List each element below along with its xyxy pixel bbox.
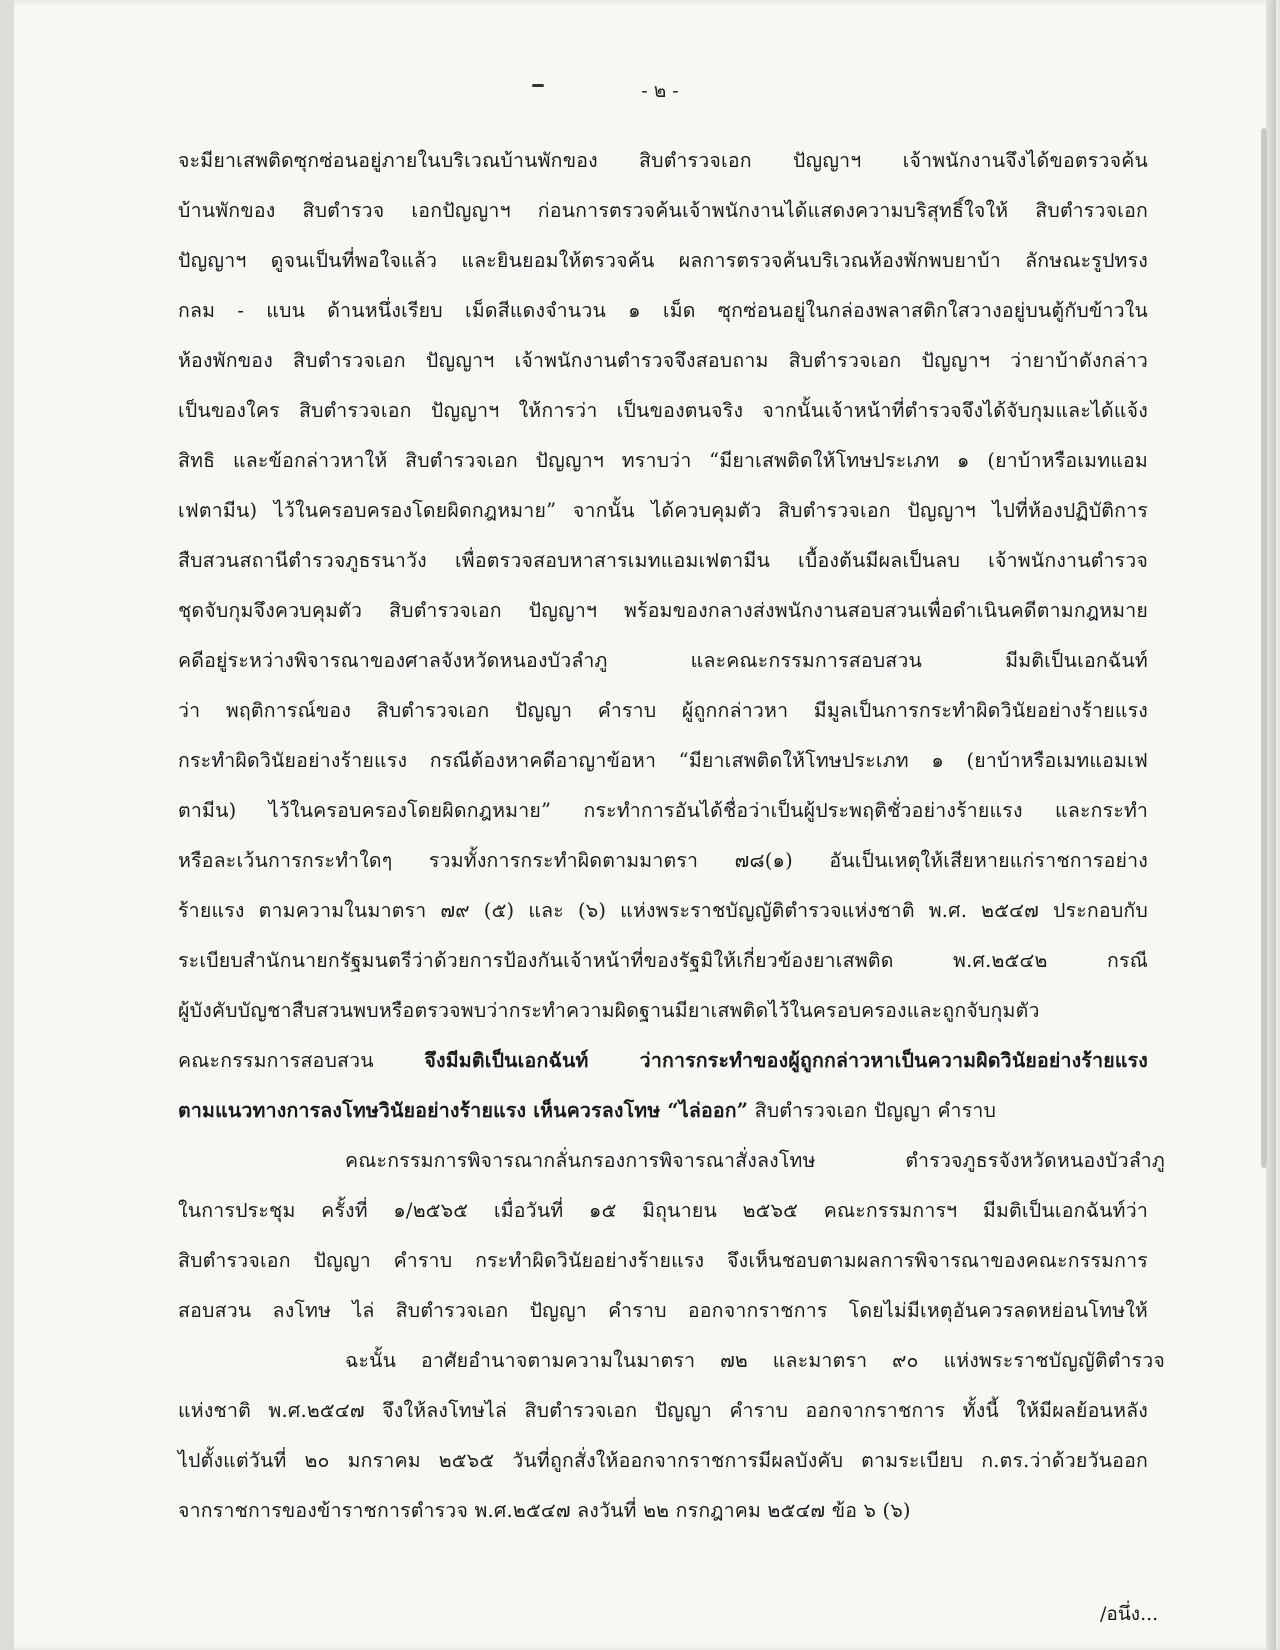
page-edge-shadow <box>1266 0 1276 1650</box>
text-line: บ้านพักของ สิบตำรวจ เอกปัญญาฯ ก่อนการตรวจค้นเจ้าพนักงานได้แสดงความบริสุทธิ์ใจให้ สิบตำรวจเอก <box>178 199 1148 222</box>
text-line: ชุดจับกุมจึงควบคุมตัว สิบตำรวจเอก ปัญญาฯ พร้อมของกลางส่งพนักงานสอบสวนเพื่อดำเนินคดีตามกฎหมาย <box>178 599 1148 622</box>
text-line-mixed <box>178 1045 1148 1076</box>
text-line: ว่า พฤติการณ์ของ สิบตำรวจเอก ปัญญา คำราบ ผู้ถูกกล่าวหา มีมูลเป็นการกระทำผิดวินัยอย่างร้ายแรง <box>178 699 1148 722</box>
page-number: - ๒ - <box>641 80 679 102</box>
text-line: เป็นของใคร สิบตำรวจเอก ปัญญาฯ ให้การว่า เป็นของตนจริง จากนั้นเจ้าหน้าที่ตำรวจจึงได้จับกุมและได้แจ้ง <box>178 399 1148 422</box>
committee-label: คณะกรรมการสอบสวน <box>178 1049 374 1072</box>
unanimous-resolution: จึงมีมติเป็นเอกฉันท์ ว่าการกระทำของผู้ถูกกล่าวหาเป็นความผิดวินัยอย่างร้ายแรง <box>424 1049 1149 1072</box>
text-line: ไปตั้งแต่วันที่ ๒๐ มกราคม ๒๕๖๕ วันที่ถูกสั่งให้ออกจากราชการมีผลบังคับ ตามระเบียบ ก.ตร.ว่าด้วยวันออก <box>178 1449 1148 1472</box>
scrollbar[interactable] <box>1261 128 1267 1168</box>
continuation-note: /อนึ่ง... <box>1100 1603 1159 1625</box>
text-line: คดีอยู่ระหว่างพิจารณาของศาลจังหวัดหนองบัวลำภู และคณะกรรมการสอบสวน มีมติเป็นเอกฉันท์ <box>178 649 1148 672</box>
text-line: จากราชการของข้าราชการตำรวจ พ.ศ.๒๕๔๗ ลงวันที่ ๒๒ กรกฎาคม ๒๕๔๗ ข้อ ๖ (๖) <box>178 1499 911 1522</box>
text-line: สิบตำรวจเอก ปัญญา คำราบ กระทำผิดวินัยอย่างร้ายแรง จึงเห็นชอบตามผลการพิจารณาของคณะกรรมการ <box>178 1249 1148 1272</box>
text-line: คณะกรรมการพิจารณากลั่นกรองการพิจารณาสั่งลงโทษ ตำรวจภูธรจังหวัดหนองบัวลำภู <box>345 1149 1165 1172</box>
text-line: ห้องพักของ สิบตำรวจเอก ปัญญาฯ เจ้าพนักงานตำรวจจึงสอบถาม สิบตำรวจเอก ปัญญาฯ ว่ายาบ้าดังกล่าว <box>178 349 1148 372</box>
text-line: ผู้บังคับบัญชาสืบสวนพบหรือตรวจพบว่ากระทำความผิดฐานมียาเสพติดไว้ในครอบครองและถูกจับกุมตัว <box>178 999 1040 1022</box>
text-line: ร้ายแรง ตามความในมาตรา ๗๙ (๕) และ (๖) แห่งพระราชบัญญัติตำรวจแห่งชาติ พ.ศ. ๒๕๔๗ ประกอบกับ <box>178 899 1148 922</box>
text-line: กระทำผิดวินัยอย่างร้ายแรง กรณีต้องหาคดีอาญาข้อหา “มียาเสพติดให้โทษประเภท ๑ (ยาบ้าหรือเมทแอมเฟ <box>178 749 1148 772</box>
text-line: กลม - แบน ด้านหนึ่งเรียบ เม็ดสีแดงจำนวน ๑ เม็ด ซุกซ่อนอยู่ในกล่องพลาสติกใสวางอยู่บนตู้กับข้าวใน <box>178 299 1148 322</box>
text-line: ระเบียบสำนักนายกรัฐมนตรีว่าด้วยการป้องกันเจ้าหน้าที่ของรัฐมิให้เกี่ยวข้องยาเสพติด พ.ศ.๒๕๔๒ กรณี <box>178 949 1148 972</box>
text-line: แห่งชาติ พ.ศ.๒๕๔๗ จึงให้ลงโทษไล่ สิบตำรวจเอก ปัญญา คำราบ ออกจากราชการ ทั้งนี้ ให้มีผลย้อนหลัง <box>178 1399 1148 1422</box>
accused-name: สิบตำรวจเอก ปัญญา คำราบ <box>754 1099 997 1122</box>
text-line: จะมียาเสพติดซุกซ่อนอยู่ภายในบริเวณบ้านพักของ สิบตำรวจเอก ปัญญาฯ เจ้าพนักงานจึงได้ขอตรวจค้น <box>178 149 1148 172</box>
text-line-mixed <box>178 1095 1148 1126</box>
penalty-verdict: ตามแนวทางการลงโทษวินัยอย่างร้ายแรง เห็นควรลงโทษ “ไล่ออก” <box>178 1099 749 1122</box>
text-line: สิทธิ และข้อกล่าวหาให้ สิบตำรวจเอก ปัญญาฯ ทราบว่า “มียาเสพติดให้โทษประเภท ๑ (ยาบ้าหรือเมทแอม <box>178 449 1148 472</box>
text-line: ในการประชุม ครั้งที่ ๑/๒๕๖๕ เมื่อวันที่ ๑๕ มิถุนายน ๒๕๖๕ คณะกรรมการฯ มีมติเป็นเอกฉันท์ว่า <box>178 1199 1148 1222</box>
text-line: ฉะนั้น อาศัยอำนาจตามความในมาตรา ๗๒ และมาตรา ๙๐ แห่งพระราชบัญญัติตำรวจ <box>345 1349 1165 1372</box>
text-line: สืบสวนสถานีตำรวจภูธรนาวัง เพื่อตรวจสอบหาสารเมทแอมเฟตามีน เบื้องต้นมีผลเป็นลบ เจ้าพนักงานตำรวจ <box>178 549 1148 572</box>
text-line: ปัญญาฯ ดูจนเป็นที่พอใจแล้ว และยินยอมให้ตรวจค้น ผลการตรวจค้นบริเวณห้องพักพบยาบ้า ลักษณะรูปทรง <box>178 249 1148 272</box>
text-line: เฟตามีน) ไว้ในครอบครองโดยผิดกฎหมาย” จากนั้น ได้ควบคุมตัว สิบตำรวจเอก ปัญญาฯ ไปที่ห้องปฏิบัติการ <box>178 499 1148 522</box>
text-line: สอบสวน ลงโทษ ไล่ สิบตำรวจเอก ปัญญา คำราบ ออกจากราชการ โดยไม่มีเหตุอันควรลดหย่อนโทษให้ <box>178 1299 1148 1322</box>
text-line: ตามีน) ไว้ในครอบครองโดยผิดกฎหมาย” กระทำการอันได้ชื่อว่าเป็นผู้ประพฤติชั่วอย่างร้ายแรง และกระทำ <box>178 799 1148 822</box>
text-line: หรือละเว้นการกระทำใดๆ รวมทั้งการกระทำผิดตามมาตรา ๗๘(๑) อันเป็นเหตุให้เสียหายแก่ราชการอย่าง <box>178 849 1148 872</box>
